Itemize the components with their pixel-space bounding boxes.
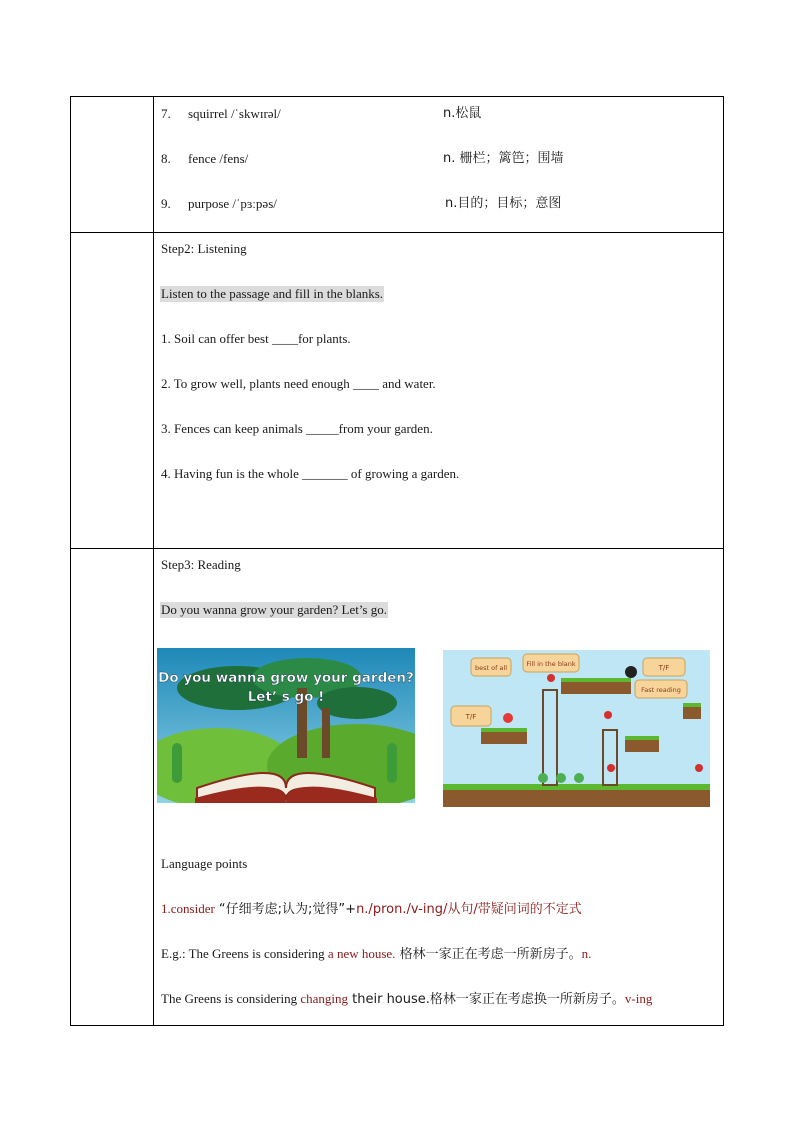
label-best-of-all: best of all (474, 664, 508, 672)
vocab-num: 8. (161, 151, 171, 166)
example-sentence-2 (161, 991, 652, 1008)
game-map-image (443, 650, 710, 807)
banner-text-1: Do you wanna grow your garden? (158, 670, 414, 686)
label-fill-in-blank: Fill in the blank (526, 660, 576, 668)
listening-item: 3. Fences can keep animals _____from your garden. (161, 421, 433, 436)
eg1-prefix: E.g.: The Greens is considering (161, 946, 328, 961)
step2-title: Step2: Listening (161, 241, 247, 256)
label-fast-reading: Fast reading (641, 686, 681, 694)
table-top-border (70, 96, 724, 97)
vocab-meaning: n. 栅栏；篱笆；围墙 (443, 151, 564, 166)
vocab-meaning: n.目的；目标；意图 (445, 196, 562, 211)
lp1-usage: n./pron./v-ing/从句/带疑问词的不定式 (356, 902, 582, 917)
eg2-prefix: The Greens is considering (161, 991, 301, 1006)
eg1-translation: 格林一家正在考虑一所新房子。 (395, 947, 582, 962)
banner-text-2: Let’ s go ! (247, 689, 325, 705)
vocab-word: fence /fens/ (188, 151, 249, 166)
language-points-title: Language points (161, 856, 248, 871)
table-left-border (70, 96, 71, 1026)
vocab-word: squirrel /ˈskwɪrəl/ (188, 106, 281, 121)
listening-item: 1. Soil can offer best ____for plants. (161, 331, 351, 346)
vocab-meaning: n.松鼠 (443, 106, 482, 121)
eg2-rest: their house.格林一家正在考虑换一所新房子。 (348, 992, 625, 1007)
step3-title: Step3: Reading (161, 557, 241, 572)
language-point-1 (161, 901, 582, 918)
label-tf-2: T/F (465, 713, 477, 721)
row-divider-1 (70, 232, 724, 233)
step2-instruction: Listen to the passage and fill in the blanks. (161, 286, 384, 301)
table-right-border (723, 96, 724, 1026)
vocab-num: 7. (161, 106, 171, 121)
listening-item: 4. Having fun is the whole _______ of growing a garden. (161, 466, 460, 481)
eg1-highlight: a new house. (327, 946, 396, 961)
eg2-highlight: changing (300, 991, 349, 1006)
lp1-definition: “仔细考虑;认为;觉得”+ (214, 902, 357, 917)
vocab-num: 9. (161, 196, 171, 211)
step3-prompt: Do you wanna grow your garden? Let’s go. (161, 602, 387, 617)
eg2-tag: v-ing (624, 991, 653, 1006)
garden-banner-image (157, 648, 415, 803)
lp1-word: 1.consider (161, 901, 215, 916)
listening-item: 2. To grow well, plants need enough ____ and water. (161, 376, 436, 391)
label-tf-1: T/F (658, 664, 670, 672)
table-column-divider (153, 96, 154, 1026)
eg1-tag: n. (581, 946, 592, 961)
vocab-word: purpose /ˈpɜːpəs/ (188, 196, 277, 211)
row-divider-2 (70, 548, 724, 549)
example-sentence-1 (161, 946, 591, 963)
table-bottom-border (70, 1025, 724, 1026)
